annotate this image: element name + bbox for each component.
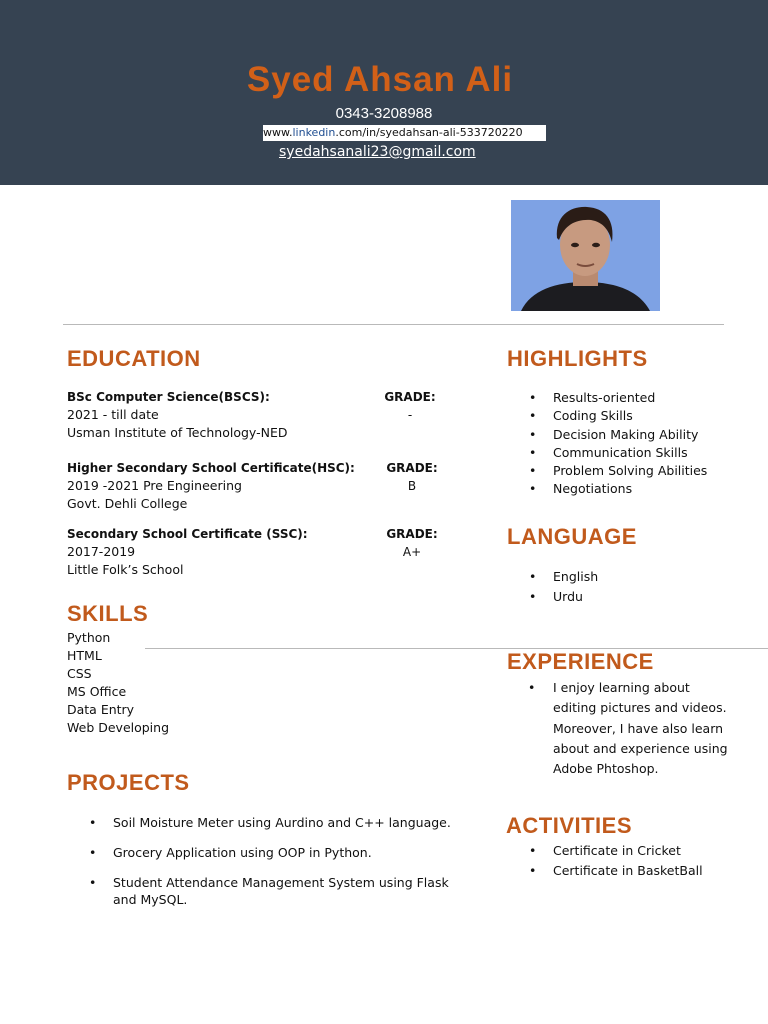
language-heading: LANGUAGE <box>507 524 637 549</box>
top-divider <box>63 324 724 325</box>
skills-heading: SKILLS <box>67 601 149 626</box>
education-institute: Little Folk’s School <box>67 562 184 577</box>
education-years: 2019 -2021 Pre Engineering <box>67 478 242 493</box>
grade-label: GRADE: <box>386 461 438 475</box>
project-item: • Grocery Application using OOP in Python. <box>67 844 467 861</box>
grade-label: GRADE: <box>386 527 438 541</box>
language-item: • English <box>507 568 707 586</box>
skill-item: Python <box>67 630 111 645</box>
activities-list <box>507 842 737 881</box>
highlight-item: • Results-oriented <box>507 389 737 407</box>
email-link[interactable]: syedahsanali23@gmail.com <box>279 144 476 160</box>
highlights-list <box>507 389 737 499</box>
phone-number: 0343-3208988 <box>335 105 433 122</box>
education-institute: Usman Institute of Technology-NED <box>67 425 288 440</box>
projects-heading: PROJECTS <box>67 770 190 795</box>
linkedin-suffix: .com/in/syedahsan-ali-533720220 <box>335 126 523 139</box>
experience-bullet: • <box>528 680 536 695</box>
activity-item: • Certificate in BasketBall <box>507 862 737 880</box>
activity-item: • Certificate in Cricket <box>507 842 737 860</box>
highlight-item: • Decision Making Ability <box>507 426 737 444</box>
grade-value: A+ <box>402 545 422 559</box>
grade-value: - <box>407 408 413 422</box>
candidate-name: Syed Ahsan Ali <box>246 60 514 99</box>
education-degree: Higher Secondary School Certificate(HSC): <box>67 461 355 475</box>
skill-item: HTML <box>67 648 102 663</box>
grade-value: B <box>407 479 417 493</box>
education-institute: Govt. Dehli College <box>67 496 188 511</box>
profile-photo-image <box>511 200 660 311</box>
education-degree: BSc Computer Science(BSCS): <box>67 390 270 404</box>
language-item: • Urdu <box>507 588 707 606</box>
highlight-item: • Coding Skills <box>507 407 737 425</box>
language-list <box>507 568 707 607</box>
middle-divider <box>145 648 768 649</box>
experience-heading: EXPERIENCE <box>507 649 654 674</box>
skill-item: MS Office <box>67 684 127 699</box>
activities-heading: ACTIVITIES <box>506 813 633 838</box>
resume-header <box>0 0 768 185</box>
skill-item: Web Developing <box>67 720 170 735</box>
education-years: 2017-2019 <box>67 544 136 559</box>
education-degree: Secondary School Certificate (SSC): <box>67 527 308 541</box>
highlights-heading: HIGHLIGHTS <box>507 346 648 371</box>
linkedin-link[interactable] <box>263 125 546 141</box>
project-item: • Student Attendance Management System using Flask and MySQL. <box>67 874 453 908</box>
project-item: • Soil Moisture Meter using Aurdino and C++ language. <box>67 814 467 831</box>
linkedin-prefix: www. <box>263 126 293 139</box>
education-heading: EDUCATION <box>67 346 201 371</box>
profile-photo <box>511 200 660 311</box>
experience-text: I enjoy learning about editing pictures and videos. Moreover, I have also learn about and experience using Adobe Phtoshop. <box>553 680 728 777</box>
highlight-item: • Negotiations <box>507 480 737 498</box>
linkedin-brand: linkedin <box>292 126 336 139</box>
highlight-item: • Problem Solving Abilities <box>507 462 737 480</box>
grade-label: GRADE: <box>384 390 436 404</box>
skill-item: Data Entry <box>67 702 135 717</box>
education-years: 2021 - till date <box>67 407 159 422</box>
skill-item: CSS <box>67 666 92 681</box>
projects-list <box>67 814 467 921</box>
highlight-item: • Communication Skills <box>507 444 737 462</box>
